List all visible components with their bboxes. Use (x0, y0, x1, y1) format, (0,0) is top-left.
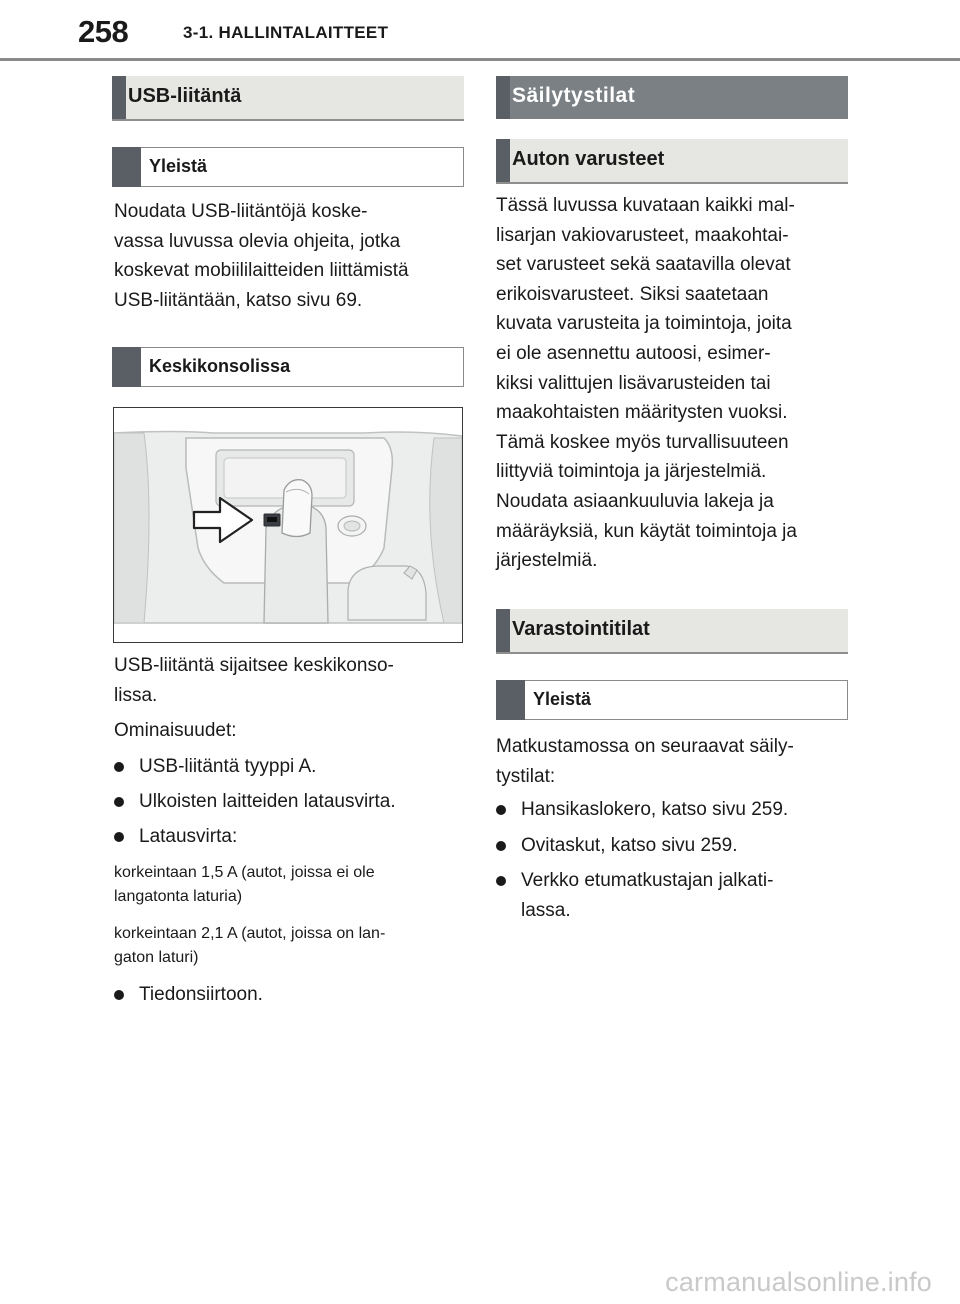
section-title-usb: USB-liitäntä (128, 85, 242, 107)
text-line: ei ole asennettu autoosi, esimer- (496, 342, 771, 364)
bullet-icon (496, 805, 506, 815)
page-number: 258 (78, 14, 129, 49)
text-line: Matkustamossa on seuraavat säily- (496, 736, 794, 757)
text-line: vassa luvussa olevia ohjeita, jotka (114, 230, 401, 252)
text-line: USB-liitäntä sijaitsee keskikonso- (114, 655, 394, 676)
list-item-text: USB-liitäntä tyyppi A. (139, 756, 317, 777)
text-line: Noudata asiaankuuluvia lakeja ja (496, 490, 774, 512)
features-label: Ominaisuudet: (114, 720, 237, 741)
usb-general-paragraph (114, 197, 409, 315)
text-line: lassa. (521, 899, 571, 921)
section-header-storage (496, 76, 848, 119)
text-line: lisarjan vakiovarusteet, maakohtai- (496, 224, 789, 246)
subheader-accent (112, 147, 141, 187)
text-line: järjestelmiä. (496, 550, 598, 572)
subheader-title-general: Yleistä (149, 156, 208, 176)
text-line: lissa. (114, 684, 158, 706)
section-header-equipment (496, 139, 848, 184)
charging-note-2 (114, 922, 385, 970)
storage-intro (496, 732, 794, 791)
section-title-storage: Säilytystilat (512, 84, 636, 107)
bullet-icon (114, 797, 124, 807)
list-item-text: Hansikaslokero, katso sivu 259. (521, 799, 789, 820)
bullet-icon (114, 762, 124, 772)
text-line: Verkko etumatkustajan jalkati- (521, 870, 774, 891)
header-divider (0, 58, 960, 61)
text-line: gaton laturi) (114, 949, 199, 966)
subheader-general (112, 147, 464, 187)
subheader-general (496, 680, 848, 720)
watermark: carmanualsonline.info (665, 1267, 932, 1297)
text-line: liittyviä toimintoja ja järjestelmiä. (496, 461, 767, 483)
text-line: kiksi valittujen lisävarusteiden tai (496, 372, 771, 394)
list-item-text (521, 866, 773, 925)
subheader-center-console (112, 347, 464, 387)
text-line: korkeintaan 1,5 A (autot, joissa ei ole (114, 864, 375, 881)
bullet-icon (496, 841, 506, 851)
subheader-accent (112, 347, 141, 387)
bullet-icon (114, 990, 124, 1000)
text-line: määräyksiä, kun käytät toimintoja ja (496, 520, 797, 542)
section-header-accent (496, 609, 510, 652)
text-line: erikoisvarusteet. Siksi saatetaan (496, 283, 769, 305)
chapter-title: 3-1. HALLINTALAITTEET (183, 23, 389, 42)
section-header-accent (496, 139, 510, 182)
section-header-accent (112, 76, 126, 119)
section-title-equipment: Auton varusteet (512, 148, 665, 170)
text-line: kuvata varusteita ja toimintoja, joita (496, 313, 792, 335)
section-header-storage-spaces (496, 609, 848, 654)
list-item-text: Ulkoisten laitteiden latausvirta. (139, 791, 396, 812)
usb-port-illustration (113, 407, 463, 643)
subheader-title-general: Yleistä (533, 689, 592, 709)
section-header-usb (112, 76, 464, 121)
bullet-icon (114, 832, 124, 842)
text-line: langatonta laturia) (114, 888, 243, 905)
text-line: koskevat mobiililaitteiden liittämistä (114, 260, 409, 282)
text-line: Noudata USB-liitäntöjä koske- (114, 201, 368, 222)
figure-caption (114, 651, 394, 710)
list-item-text: Tiedonsiirtoon. (139, 984, 263, 1005)
subheader-title-center-console: Keskikonsolissa (149, 356, 291, 376)
section-title-storage-spaces: Varastointitilat (512, 618, 650, 640)
text-line: set varusteet sekä saatavilla olevat (496, 254, 791, 276)
section-header-accent (496, 76, 510, 119)
list-item-text: Ovitaskut, katso sivu 259. (521, 835, 738, 856)
bullet-icon (496, 876, 506, 886)
text-line: korkeintaan 2,1 A (autot, joissa on lan- (114, 925, 386, 942)
text-line: Tässä luvussa kuvataan kaikki mal- (496, 195, 795, 216)
text-line: USB-liitäntään, katso sivu 69. (114, 289, 363, 311)
text-line: maakohtaisten määritysten vuoksi. (496, 402, 788, 424)
center-console-drawing (114, 408, 462, 642)
list-item-text: Latausvirta: (139, 826, 238, 847)
subheader-accent (496, 680, 525, 720)
text-line: Tämä koskee myös turvallisuuteen (496, 431, 789, 453)
charging-note-1 (114, 861, 375, 909)
text-line: tystilat: (496, 765, 556, 787)
equipment-paragraph (496, 191, 797, 576)
